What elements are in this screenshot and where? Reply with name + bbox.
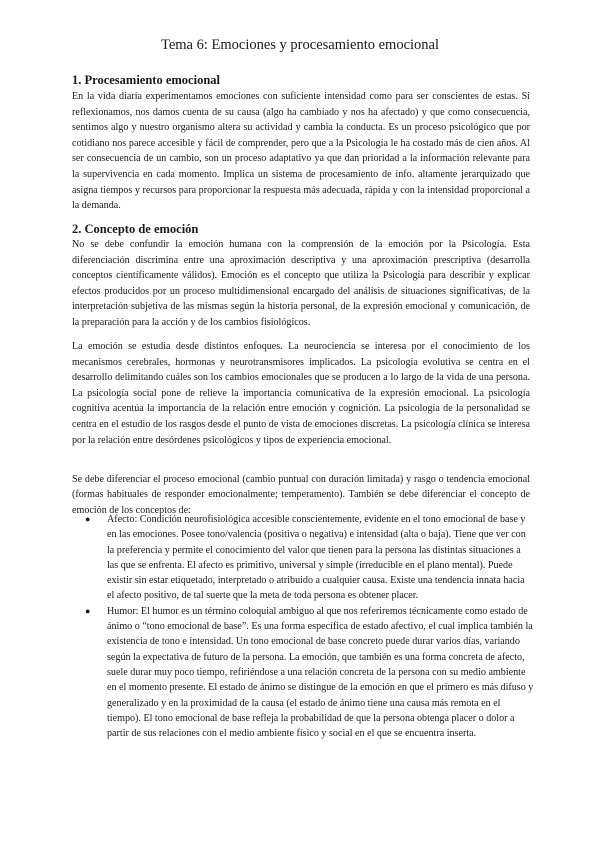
- section-heading-concepto: 2. Concepto de emoción: [72, 222, 199, 236]
- paragraph-procesamiento: En la vida diaria experimentamos emociones con suficiente intensidad como para ser conscientes de estas. Si reflexionamos, nos damos cuenta de su causa (algo ha cambiado y nos ha afectado) y que como consecuencia, sentimos algo y nuestro organismo altera su actividad y cambia la conducta. Es un proceso psicológico que por cotidiano nos parece accesible y fácil de comprender, pero que a la Psicología le ha costado más de cien años. Al ser consecuencia de un cambio, son un proceso adaptativo ya que dan prioridad a la información relevante para la supervivencia en cada momento. Implica un sistema de procesamiento de info. altamente jerarquizado que asigna tiempos y recursos para proporcionar la respuesta más adecuada, rápida y con la intensidad proporcional a la demanda.: [72, 91, 530, 212]
- bullet-icon: ●: [85, 514, 91, 524]
- page-title: Tema 6: Emociones y procesamiento emocional: [160, 37, 440, 53]
- paragraph-diferenciar: Se debe diferenciar el proceso emocional (cambio puntual con duración limitada) y rasgo o tendencia emocional (formas habituales de responder emocionalmente; temperamento). También se debe diferenciar el concepto de emoción de los conceptos de:: [72, 474, 530, 516]
- section-heading-procesamiento: 1. Procesamiento emocional: [72, 73, 220, 87]
- list-item-text: Humor: El humor es un término coloquial ambiguo al que nos referiremos técnicamente como estado de ánimo o “tono emocional de base”. Es una forma específica de estado afectivo, el cual implica también la existencia de tono e intensidad. Un tono emocional de base concreto puede durar varios días, variando según la expectativa de futuro de la persona. La emoción, que también es una forma concreta de afecto, suele durar muy poco tiempo, refiriéndose a una relación concreta de la persona con su medio ambiente en el momento presente. El estado de ánimo se distingue de la emoción en que el primero es más difuso y generalizado y en la proximidad de la causa (el estado de ánimo tiene una causa más remota en el tiempo). El tono emocional de base refleja la probabilidad de que la persona obtenga placer o dolor a partir de sus relaciones con el medio ambiente físico y social en el que se encuentra inserta.: [107, 605, 534, 740]
- concept-list: [72, 512, 534, 741]
- list-item-text: Afecto: Condición neurofisiológica accesible conscientemente, evidente en el tono emocional de base y en las emociones. Posee tono/valencia (positiva o negativa) e intensidad (alta o baja). Tiene que ver con la preferencia y permite el conocimiento del valor que tienen para la persona las distintas situaciones a las que se enfrenta. El afecto es primitivo, universal y simple (irreducible en el plano mental). Puede existir sin estar etiquetado, interpretado o atribuido a cualquier causa. Existe una tendencia innata hacia el afecto positivo, de tal suerte que la meta de toda persona es obtener placer.: [107, 514, 526, 602]
- list-item-afecto: [72, 512, 534, 604]
- paragraph-enfoques: La emoción se estudia desde distintos enfoques. La neurociencia se interesa por el conocimiento de los mecanismos cerebrales, hormonas y neurotransmisores implicados. La psicología evolutiva se centra en el desarrollo delimitando cuáles son los cambios emocionales que se producen a lo largo de la vida de una persona. La psicología social pone de relieve la importancia comunicativa de la expresión emocional. La psicología cognitiva acentúa la importancia de la relación entre emoción y cognición. La psicología de la personalidad se centra en el estudio de los rasgos desde el punto de vista de emociones discretas. La psicología clínica se interesa por la relación entre desórdenes psicológicos y tipos de experiencia emocional.: [72, 341, 530, 446]
- bullet-icon: ●: [85, 605, 91, 616]
- list-item-humor: [72, 604, 534, 742]
- paragraph-concepto-definicion: No se debe confundir la emoción humana con la comprensión de la emoción por la Psicología. Esta diferenciación discrimina entre una aproximación descriptiva y una aproximación prescriptiva (desarrolla conceptos científicamente válidos). Emoción es el concepto que utiliza la Psicología para describir y explicar efectos producidos por un proceso multidimensional encargado del análisis de situaciones significativas, de la interpretación subjetiva de las mismas según la historia personal, de la expresión emocional y comunicación, de la preparación para la acción y de los cambios fisiológicos.: [72, 239, 530, 328]
